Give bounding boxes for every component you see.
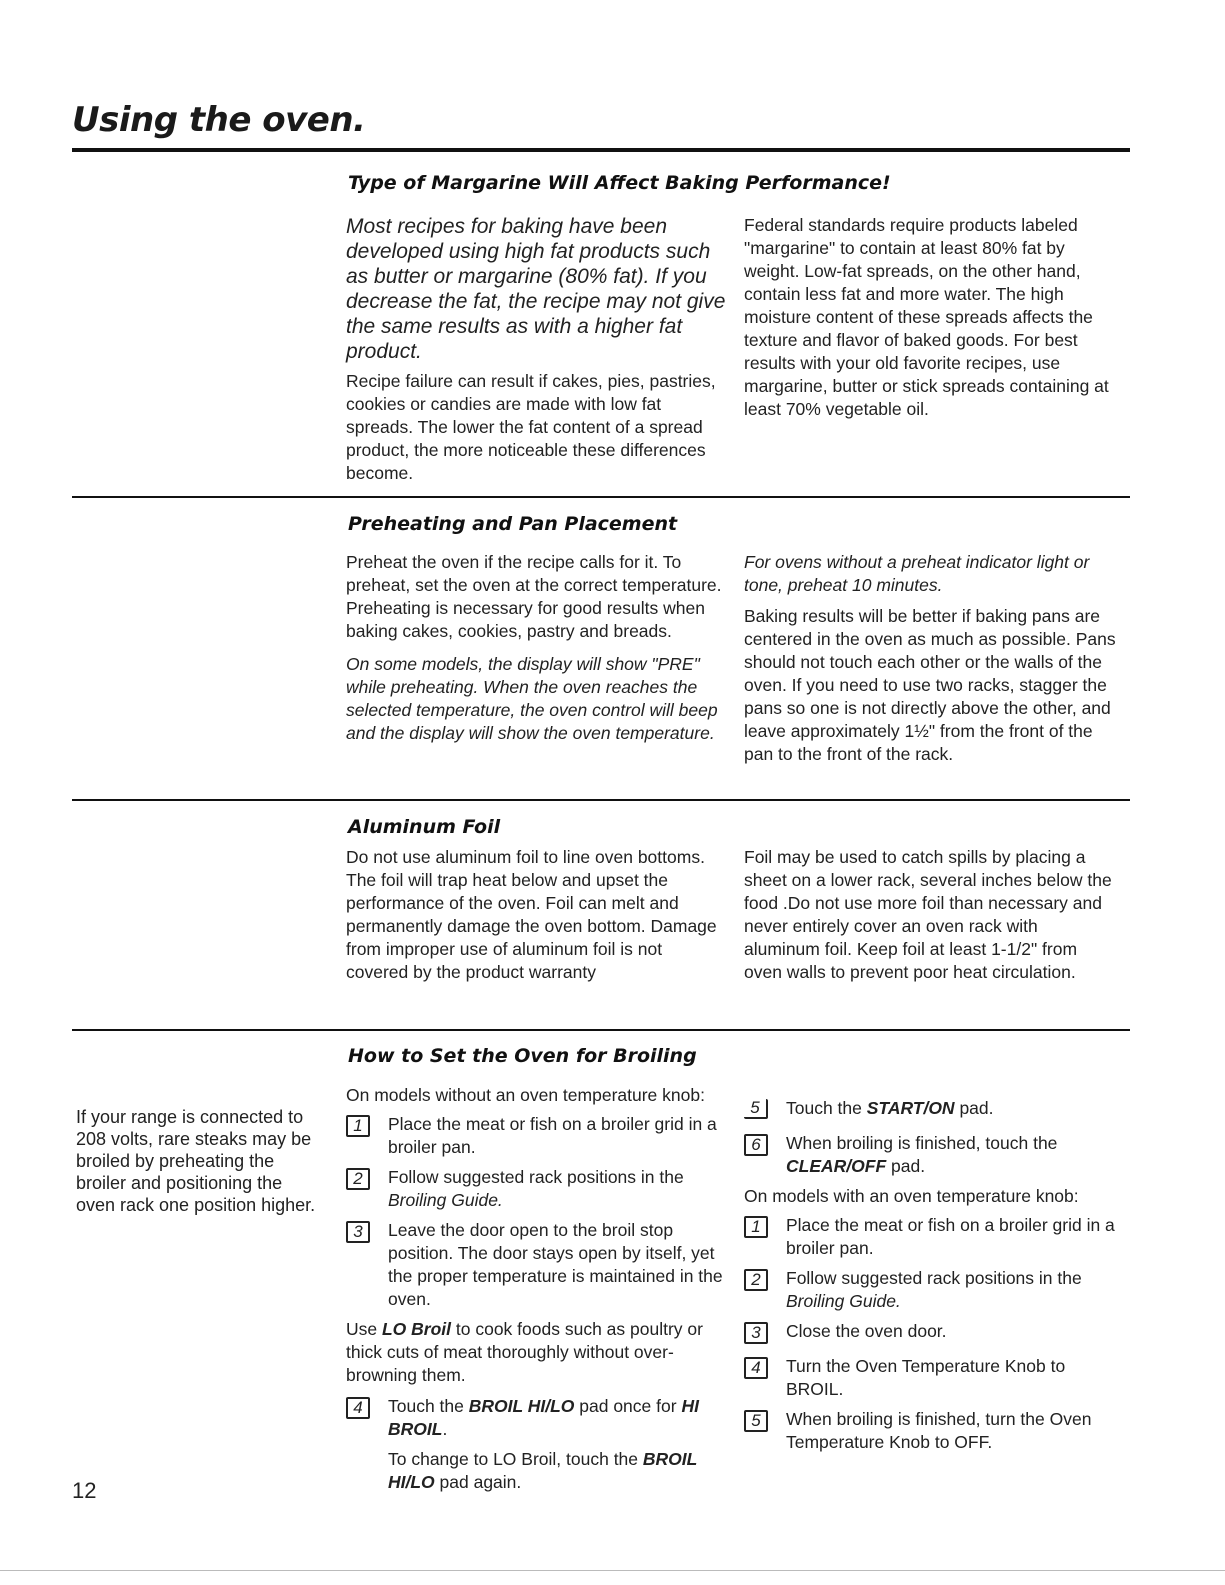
margarine-right-column — [744, 214, 1118, 427]
margarine-right-body: Federal standards require products labeled "margarine" to contain at least 80% fat by weight. Low-fat spreads, on the other hand, contain less fat and more water. The high moisture content of these spreads affects the texture and flavor of baked goods. For best results with your old favorite recipes, use margarine, butter or stick spreads containing at least 70% vegetable oil. — [744, 215, 1109, 419]
step-text: Close the oven door. — [786, 1321, 947, 1341]
section-rule — [72, 1029, 1130, 1031]
step: 5 Touch the START/ON pad. — [744, 1097, 1118, 1120]
step — [744, 1408, 1118, 1454]
step-number: 4 — [744, 1357, 768, 1379]
broil-left-column — [346, 1084, 726, 1501]
step-text: Follow suggested rack positions in the — [388, 1167, 684, 1187]
broil-heading: How to Set the Oven for Broiling — [348, 1045, 697, 1067]
page-edge — [0, 1570, 1225, 1571]
step-number: 1 — [346, 1115, 370, 1137]
foil-heading: Aluminum Foil — [348, 816, 501, 838]
step-note: To change to LO Broil, touch the BROIL HI/LO pad again. — [388, 1449, 698, 1492]
lo-broil-text: Use LO Broil to cook foods such as poultry or thick cuts of meat thoroughly without over-browning them. — [346, 1319, 703, 1385]
knob-intro: On models with an oven temperature knob: — [744, 1186, 1079, 1206]
step-number: 4 — [346, 1397, 370, 1419]
step — [346, 1113, 726, 1159]
margarine-left-column — [346, 214, 726, 491]
no-knob-steps — [346, 1113, 726, 1311]
section-rule — [72, 496, 1130, 498]
page-number: 12 — [72, 1478, 97, 1503]
margarine-lead: Most recipes for baking have been developed using high fat products such as butter or margarine (80% fat). If you decrease the fat, the recipe may not give the same results as with a higher fat product. — [346, 215, 726, 363]
preheat-right-column — [744, 551, 1118, 772]
step — [346, 1166, 726, 1212]
step-text: Follow suggested rack positions in the — [786, 1268, 1082, 1288]
step-number: 5 — [744, 1099, 768, 1119]
step — [346, 1219, 726, 1311]
broil-right-column — [744, 1097, 1118, 1461]
step-number: 1 — [744, 1216, 768, 1238]
step-number: 3 — [744, 1322, 768, 1344]
step-text: Place the meat or fish on a broiler grid in a broiler pan. — [388, 1114, 717, 1157]
step-number: 2 — [346, 1168, 370, 1190]
step-number: 5 — [744, 1410, 768, 1432]
preheat-left-body: Preheat the oven if the recipe calls for it. To preheat, set the oven at the correct temperature. Preheating is necessary for good results when baking cakes, cookies, pastry and breads. — [346, 552, 722, 641]
voltage-note: If your range is connected to 208 volts, rare steaks may be broiled by preheating the broiler and positioning the oven rack one position higher. — [76, 1107, 316, 1215]
step-number: 2 — [744, 1269, 768, 1291]
step-text: Turn the Oven Temperature Knob to BROIL. — [786, 1356, 1066, 1399]
foil-right-column — [744, 846, 1118, 990]
step-number: 6 — [744, 1134, 768, 1156]
preheat-right-italic: For ovens without a preheat indicator light or tone, preheat 10 minutes. — [744, 552, 1090, 595]
page-title: Using the oven. — [72, 100, 366, 140]
foil-right-body: Foil may be used to catch spills by placing a sheet on a lower rack, several inches below the food .Do not use more foil than necessary and never entirely cover an oven rack with aluminum foil. Keep foil at least 1-1/2" from oven walls to prevent poor heat circulation. — [744, 847, 1112, 982]
margarine-heading: Type of Margarine Will Affect Baking Performance! — [348, 172, 891, 194]
preheat-right-body: Baking results will be better if baking pans are centered in the oven as much as possible. Pans should not touch each other or the walls of the oven. If you need to use two racks, stagger the pans so one is not directly above the other, and leave approximately 1½" from the front of the pan to the front of the rack. — [744, 606, 1116, 764]
margarine-left-body: Recipe failure can result if cakes, pies, pastries, cookies or candies are made with low fat spreads. The lower the fat content of a spread product, the more noticeable these differences become. — [346, 371, 716, 483]
foil-left-column — [346, 846, 726, 990]
step: 6 When broiling is finished, touch the CLEAR/OFF pad. — [744, 1132, 1118, 1178]
step: 4 Touch the BROIL HI/LO pad once for HI BROIL. — [346, 1395, 726, 1441]
step-text: When broiling is finished, turn the Oven Temperature Knob to OFF. — [786, 1409, 1092, 1452]
preheat-heading: Preheating and Pan Placement — [348, 513, 678, 535]
broiling-guide-ref: Broiling Guide. — [388, 1190, 503, 1210]
foil-left-body: Do not use aluminum foil to line oven bottoms. The foil will trap heat below and upset the performance of the oven. Foil can melt and permanently damage the oven bottom. Damage from improper use of aluminum foil is not covered by the product warranty — [346, 847, 717, 982]
step — [744, 1267, 1118, 1313]
step-text: Place the meat or fish on a broiler grid in a broiler pan. — [786, 1215, 1115, 1258]
preheat-left-column — [346, 551, 726, 751]
knob-steps — [744, 1214, 1118, 1454]
broiling-guide-ref: Broiling Guide. — [786, 1291, 901, 1311]
no-knob-intro: On models without an oven temperature knob: — [346, 1085, 705, 1105]
title-rule — [72, 148, 1130, 152]
preheat-left-italic: On some models, the display will show "PRE" while preheating. When the oven reaches the selected temperature, the oven control will beep and the display will show the oven temperature. — [346, 654, 718, 743]
section-rule — [72, 799, 1130, 801]
step — [744, 1320, 1118, 1343]
step-number: 3 — [346, 1221, 370, 1243]
step — [744, 1214, 1118, 1260]
step — [744, 1355, 1118, 1401]
step-text: Leave the door open to the broil stop position. The door stays open by itself, yet the proper temperature is maintained in the oven. — [388, 1220, 723, 1309]
